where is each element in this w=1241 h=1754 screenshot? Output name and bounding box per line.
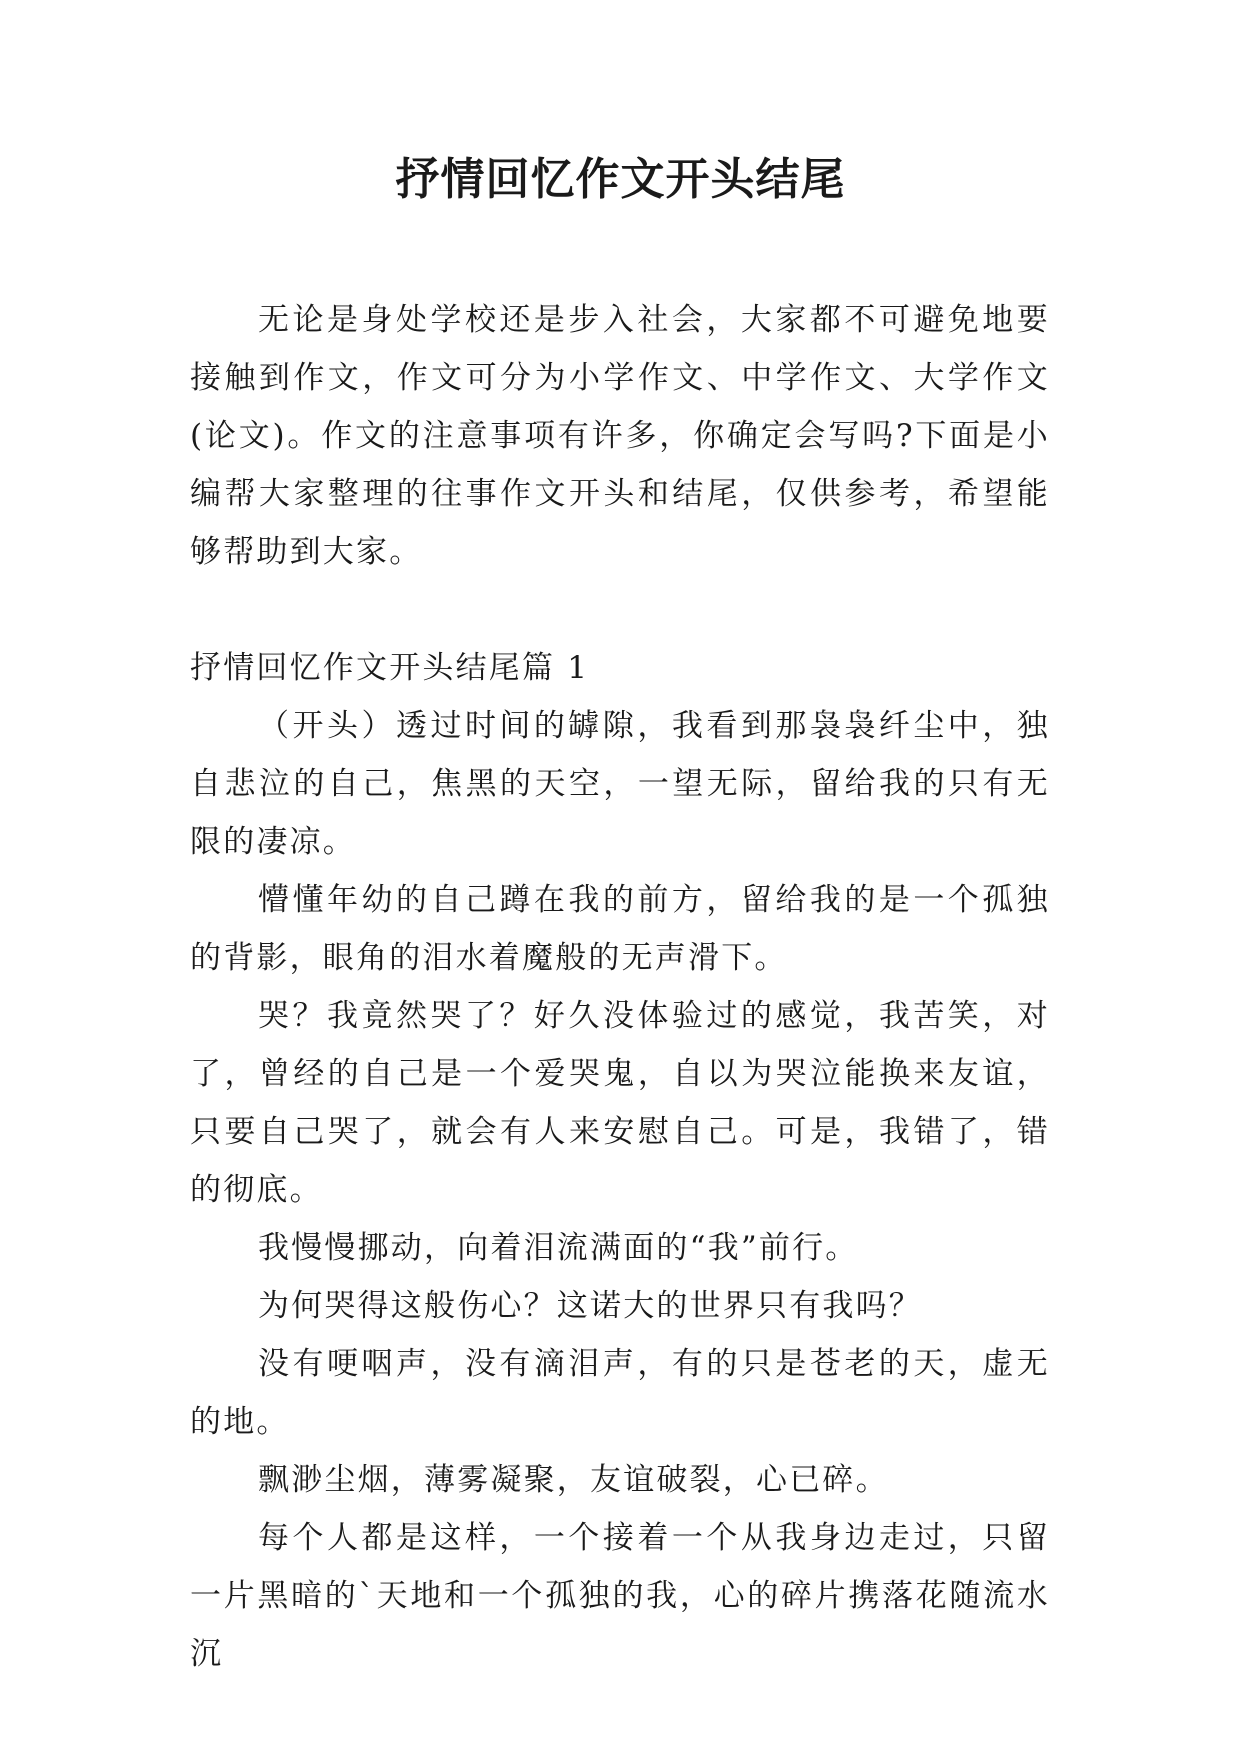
body-paragraph: 每个人都是这样，一个接着一个从我身边走过，只留一片黑暗的`天地和一个孤独的我，心的碎片携落花随流水沉: [190, 1520, 1050, 1672]
document-title: 抒情回忆作文开头结尾: [395, 154, 846, 205]
document-body: [190, 291, 1050, 1683]
body-paragraph: 飘渺尘烟，薄雾凝聚，友谊破裂，心已碎。: [258, 1462, 889, 1498]
body-paragraph: 懵懂年幼的自己蹲在我的前方，留给我的是一个孤独的背影，眼角的泪水着魔般的无声滑下。: [190, 882, 1050, 976]
section-heading: 抒情回忆作文开头结尾篇 1: [190, 650, 590, 686]
body-paragraph: 没有哽咽声，没有滴泪声，有的只是苍老的天，虚无的地。: [190, 1346, 1050, 1440]
body-paragraph: 我慢慢挪动，向着泪流满面的“我”前行。: [258, 1230, 859, 1266]
body-paragraph: （开头）透过时间的罅隙，我看到那袅袅纤尘中，独自悲泣的自己，焦黑的天空，一望无际，留给我的只有无限的凄凉。: [190, 708, 1050, 860]
intro-paragraph: 无论是身处学校还是步入社会，大家都不可避免地要接触到作文，作文可分为小学作文、中学作文、大学作文(论文)。作文的注意事项有许多，你确定会写吗?下面是小编帮大家整理的往事作文开头和结尾，仅供参考，希望能够帮助到大家。: [190, 302, 1050, 570]
body-paragraph: 为何哭得这般伤心？这诺大的世界只有我吗？: [258, 1288, 922, 1324]
body-paragraph: 哭？我竟然哭了？好久没体验过的感觉，我苦笑，对了，曾经的自己是一个爱哭鬼，自以为哭泣能换来友谊，只要自己哭了，就会有人来安慰自己。可是，我错了，错的彻底。: [190, 998, 1050, 1208]
